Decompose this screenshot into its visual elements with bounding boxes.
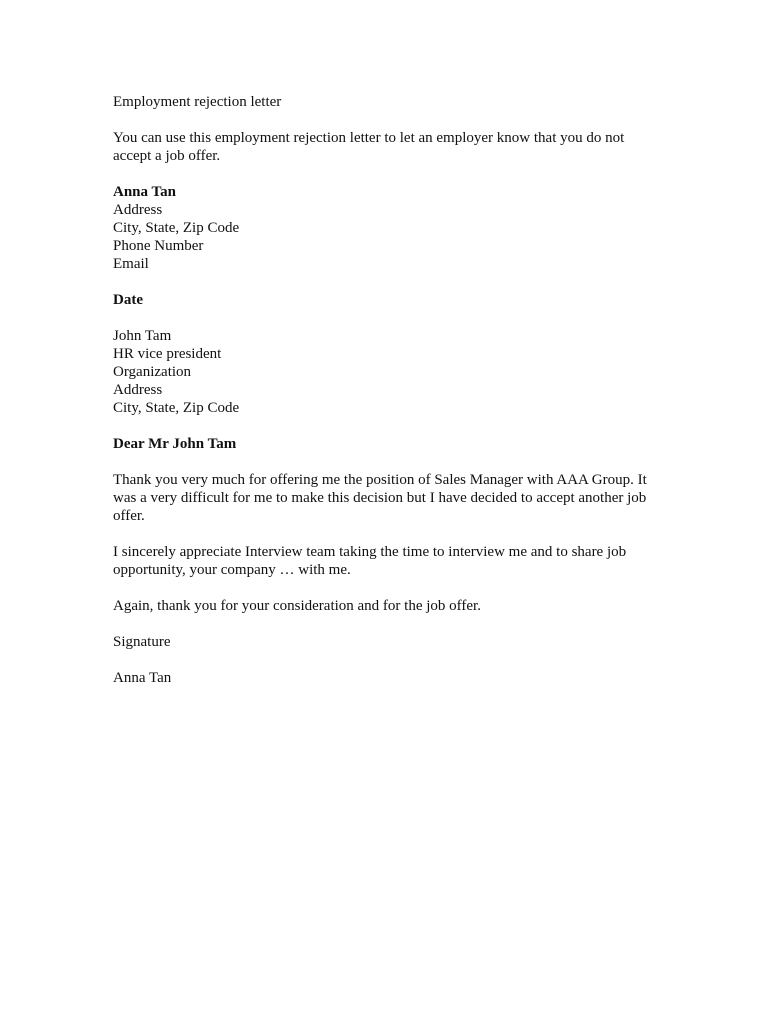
recipient-block — [113, 327, 658, 417]
sender-address: Address — [113, 202, 163, 218]
closing-name: Anna Tan — [113, 670, 172, 686]
recipient-position: HR vice president — [113, 346, 222, 362]
letter-page — [113, 93, 658, 705]
letter-date: Date — [113, 292, 143, 308]
signature-placeholder: Signature — [113, 634, 171, 650]
sender-name: Anna Tan — [113, 184, 176, 200]
recipient-organization: Organization — [113, 364, 192, 380]
recipient-address: Address — [113, 382, 163, 398]
body-paragraph: Again, thank you for your consideration and for the job offer. — [113, 598, 481, 614]
body-paragraph: Thank you very much for offering me the position of Sales Manager with AAA Group. It was a very difficult for me to make this decision but I have decided to accept another job offer. — [113, 472, 647, 524]
document-title: Employment rejection letter — [113, 94, 282, 110]
sender-block — [113, 183, 658, 273]
salutation: Dear Mr John Tam — [113, 436, 237, 452]
intro-paragraph: You can use this employment rejection letter to let an employer know that you do not accept a job offer. — [113, 130, 625, 164]
recipient-name: John Tam — [113, 328, 172, 344]
sender-phone: Phone Number — [113, 238, 204, 254]
recipient-city-state-zip: City, State, Zip Code — [113, 400, 240, 416]
body-paragraph: I sincerely appreciate Interview team taking the time to interview me and to share job opportunity, your company … with me. — [113, 544, 627, 578]
sender-email: Email — [113, 256, 149, 272]
sender-city-state-zip: City, State, Zip Code — [113, 220, 240, 236]
